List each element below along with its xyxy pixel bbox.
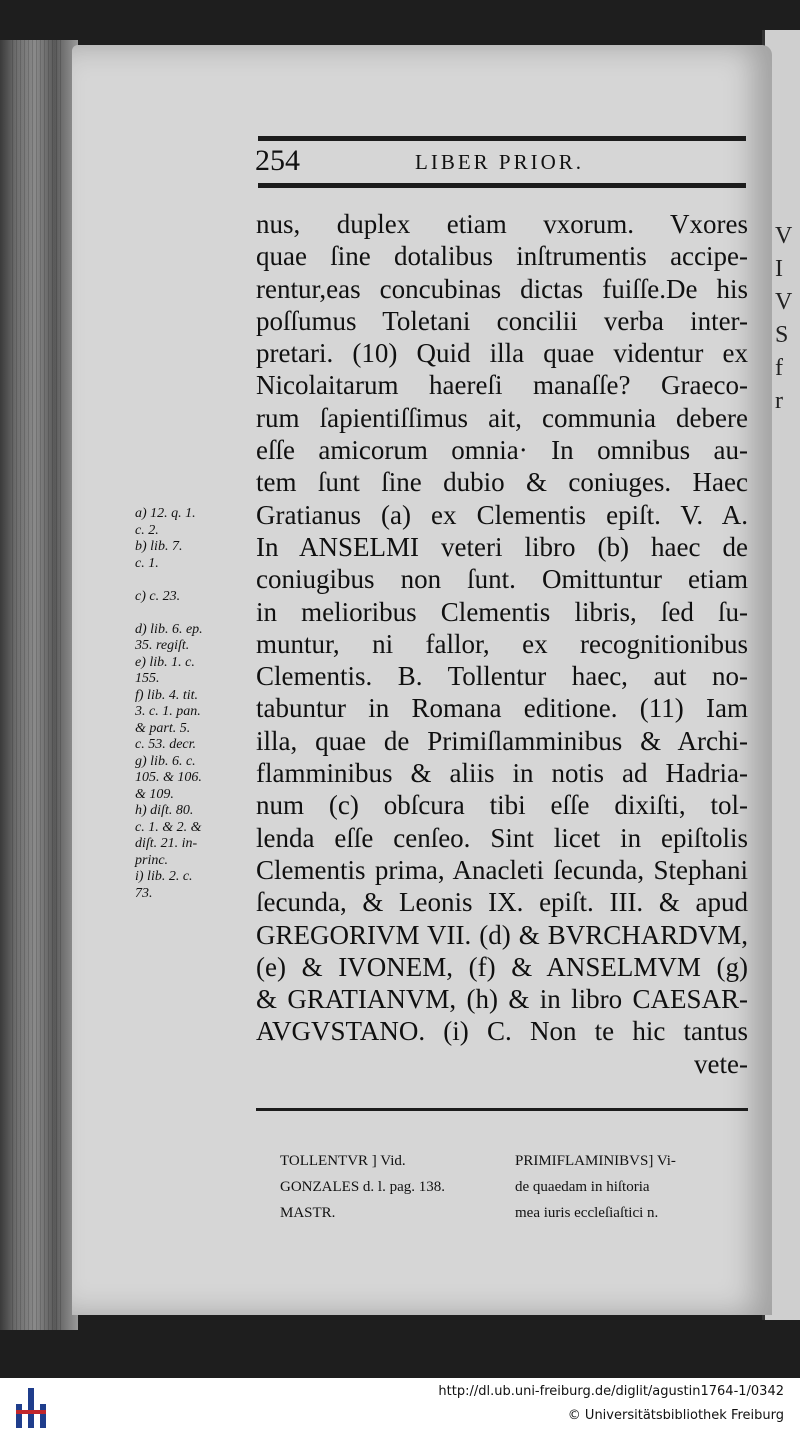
margin-note-line: f) lib. 4. tit. <box>135 687 198 703</box>
text-line: Clementis. B. Tollentur haec, aut no- <box>256 661 748 692</box>
text-line: tem ſunt ſine dubio & coniuges. Haec <box>256 467 748 498</box>
text-line: ſecunda, & Leonis IX. epiſt. III. & apud <box>256 887 748 918</box>
facing-page-letter <box>775 616 800 649</box>
body-text <box>256 208 748 1080</box>
facing-page-letter <box>775 781 800 814</box>
text-line: (e) & IVONEM, (f) & ANSELMVM (g) <box>256 951 748 982</box>
text-line: rentur,eas concubinas dictas fuiſſe.De his <box>256 273 748 304</box>
footnote-line: TOLLENTVR ] Vid. <box>280 1153 406 1169</box>
facing-page-letter <box>775 880 800 913</box>
text-line: num (c) obſcura tibi eſſe dixiſti, tol- <box>256 790 748 821</box>
footnote-right <box>515 1148 760 1226</box>
facing-page-letter <box>775 1045 800 1078</box>
running-head <box>255 140 745 180</box>
margin-note-line: 73. <box>135 885 153 901</box>
text-line: in melioribus Clementis libris, ſed ſu- <box>256 596 748 627</box>
margin-note-line: c. 2. <box>135 522 159 538</box>
facing-page-letter <box>775 451 800 484</box>
footer-bar <box>0 1378 800 1434</box>
footnote-line: MASTR. <box>280 1205 336 1221</box>
running-title: LIBER PRIOR. <box>415 150 585 174</box>
page-number: 254 <box>255 144 300 177</box>
margin-note-line: e) lib. 1. c. <box>135 654 195 670</box>
footer-copyright: © Universitätsbibliothek Freiburg <box>567 1408 784 1423</box>
text-line: lenda eſſe cenſeo. Sint licet in epiſtolis <box>256 822 748 853</box>
text-line: coniugibus non ſunt. Omittuntur etiam <box>256 564 748 595</box>
facing-page-letter <box>775 1078 800 1111</box>
margin-note-line <box>135 605 255 622</box>
footnote-rule <box>256 1108 748 1111</box>
text-line: rum ſapientiſſimus ait, communia debere <box>256 402 748 433</box>
footnote-line: de quaedam in hiſtoria <box>515 1179 650 1195</box>
facing-page-letter <box>775 715 800 748</box>
text-line: vete- <box>694 1048 748 1079</box>
facing-page-letter: S <box>775 322 789 348</box>
facing-page-letter <box>775 484 800 517</box>
margin-note-line: 155. <box>135 671 160 686</box>
header-rule-bottom <box>258 183 746 188</box>
book-spine-edge <box>0 40 78 1330</box>
facing-page-letter <box>775 418 800 451</box>
text-line: pretari. (10) Quid illa quae videntur ex <box>256 338 748 369</box>
facing-page-letter: I <box>775 256 783 282</box>
facing-page-letter <box>775 913 800 946</box>
margin-note-line: & 109. <box>135 786 174 802</box>
footnote-line: GONZALES d. l. pag. 138. <box>280 1179 445 1195</box>
facing-page-letter: V <box>775 223 793 249</box>
facing-page-letter <box>775 1012 800 1045</box>
text-line: tabuntur in Romana editione. (11) Iam <box>256 693 748 724</box>
text-line: eſſe amicorum omnia· In omnibus au- <box>256 435 748 466</box>
text-line: & GRATIANVM, (h) & in libro CAESAR- <box>256 984 748 1015</box>
facing-page-text <box>775 220 800 1111</box>
text-line: flamminibus & aliis in notis ad Hadria- <box>256 758 748 789</box>
margin-note-line: c. 53. decr. <box>135 737 197 752</box>
facing-page-letter <box>775 979 800 1012</box>
facing-page-letter <box>775 847 800 880</box>
text-line: quae ſine dotalibus inſtrumentis accipe- <box>256 241 748 272</box>
margin-note-line: 3. c. 1. pan. <box>135 704 201 719</box>
footer-url[interactable]: http://dl.ub.uni-freiburg.de/diglit/agustin1764-1/0342 <box>438 1384 784 1399</box>
margin-note-line: c. 1. & 2. & <box>135 819 202 835</box>
text-line: In ANSELMI veteri libro (b) haec de <box>256 531 748 562</box>
facing-page-letter <box>775 946 800 979</box>
text-line: nus, duplex etiam vxorum. Vxores <box>256 209 748 239</box>
margin-note-line: h) diſt. 80. <box>135 803 194 818</box>
text-line: AVGVSTANO. (i) C. Non te hic tantus <box>256 1016 748 1047</box>
footnote-line: mea iuris eccleſiaſtici n. <box>515 1205 659 1221</box>
text-line: illa, quae de Primiſlamminibus & Archi- <box>256 725 748 756</box>
facing-page-letter <box>775 814 800 847</box>
text-line: poſſumus Toletani concilii verba inter- <box>256 305 748 336</box>
margin-note-line: 105. & 106. <box>135 770 202 785</box>
facing-page-letter <box>775 682 800 715</box>
margin-note-line: b) lib. 7. <box>135 539 183 554</box>
footnote-line: PRIMIFLAMINIBVS] Vi- <box>515 1153 676 1169</box>
margin-note-line: princ. <box>135 852 169 868</box>
facing-page-letter <box>775 517 800 550</box>
facing-page-letter: f <box>775 355 783 381</box>
margin-note-line: g) lib. 6. c. <box>135 753 196 769</box>
margin-note-line: c) c. 23. <box>135 588 181 604</box>
facing-page-letter: r <box>775 388 783 414</box>
margin-note-line: c. 1. <box>135 555 159 571</box>
margin-note-line: 35. regiſt. <box>135 638 190 653</box>
margin-note-line: & part. 5. <box>135 720 191 736</box>
margin-notes <box>135 506 255 902</box>
footnote-left <box>280 1148 525 1226</box>
margin-note-line: a) 12. q. 1. <box>135 506 196 521</box>
text-line: Gratianus (a) ex Clementis epiſt. V. A. <box>256 499 748 530</box>
text-line: Clementis prima, Anacleti ſecunda, Stephani <box>256 854 748 885</box>
margin-note-line <box>135 572 255 589</box>
facing-page-letter <box>775 649 800 682</box>
margin-note-line: d) lib. 6. ep. <box>135 621 203 637</box>
margin-note-line: i) lib. 2. c. <box>135 869 193 884</box>
facing-page-letter: V <box>775 289 793 315</box>
text-line: muntur, ni fallor, ex recognitionibus <box>256 628 748 659</box>
facing-page-letter <box>775 583 800 616</box>
ub-freiburg-logo-icon <box>12 1388 52 1428</box>
facing-page-letter <box>775 748 800 781</box>
text-line: Nicolaitarum haereſi manaſſe? Graeco- <box>256 370 748 401</box>
text-line: GREGORIVM VII. (d) & BVRCHARDVM, <box>256 919 748 950</box>
margin-note-line: diſt. 21. in- <box>135 836 198 851</box>
facing-page-letter <box>775 550 800 583</box>
